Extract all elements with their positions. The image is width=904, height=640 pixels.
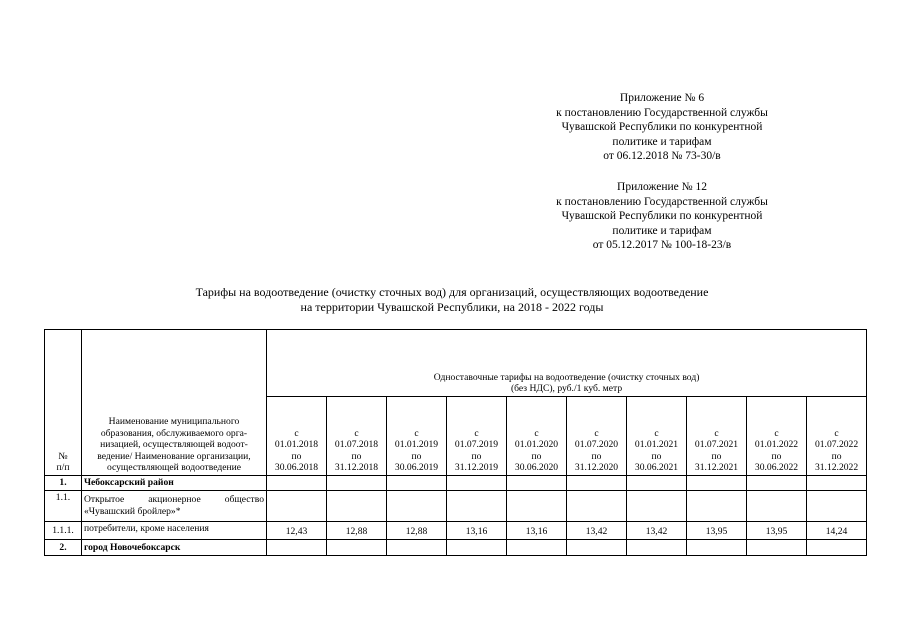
header-period-po: по <box>531 450 542 462</box>
header-period-po: по <box>351 450 362 462</box>
row-name-cell: Чебоксарский район <box>82 476 267 491</box>
tariff-value-cell <box>567 476 627 491</box>
header-period-to: 31.12.2018 <box>334 462 379 474</box>
header-period-to: 31.12.2021 <box>694 462 739 474</box>
header-period-po: по <box>471 450 482 462</box>
tariff-value-cell <box>747 491 807 522</box>
row-number-cell: 1.1.1. <box>45 522 82 540</box>
header-period-from: 01.01.2019 <box>394 439 439 451</box>
tariff-value-cell <box>267 540 327 556</box>
header-name-cell <box>82 330 267 476</box>
tariff-value-cell: 12,88 <box>387 522 447 540</box>
tariff-value-cell <box>387 540 447 556</box>
appendix-6-line: Чувашской Республики по конкурентной <box>561 121 763 134</box>
header-period-po: по <box>591 450 602 462</box>
header-period-cell <box>507 397 567 476</box>
row-name-cell: потребители, кроме населения <box>82 522 267 540</box>
tariff-value-cell: 13,42 <box>567 522 627 540</box>
header-period-cell <box>567 397 627 476</box>
header-period-cell <box>387 397 447 476</box>
header-period-from: 01.07.2022 <box>814 439 859 451</box>
header-period-from: 01.07.2018 <box>334 439 379 451</box>
header-period-cell <box>327 397 387 476</box>
header-period-to: 31.12.2019 <box>454 462 499 474</box>
header-period-c: с <box>534 427 539 439</box>
tariff-value-cell: 13,16 <box>507 522 567 540</box>
tariff-value-cell <box>267 476 327 491</box>
header-period-from: 01.01.2021 <box>634 439 679 451</box>
appendix-6-line: к постановлению Государственной службы <box>556 106 768 119</box>
row-name-cell: город Новочебоксарск <box>82 540 267 556</box>
row-number-cell: 1.1. <box>45 491 82 522</box>
tariff-value-cell <box>747 476 807 491</box>
appendix-12-block <box>512 180 812 253</box>
tariff-value-cell <box>627 540 687 556</box>
header-tariff-group-line-1: Одноставочные тарифы на водоотведение (очистку сточных вод) <box>433 371 700 383</box>
tariff-value-cell: 13,42 <box>627 522 687 540</box>
table-row <box>45 476 867 491</box>
header-period-c: с <box>714 427 719 439</box>
tariff-value-cell <box>807 491 867 522</box>
table-row <box>45 540 867 556</box>
header-period-to: 30.06.2018 <box>274 462 319 474</box>
tariff-value-cell <box>807 540 867 556</box>
tariff-value-cell <box>327 476 387 491</box>
header-period-cell <box>447 397 507 476</box>
tariff-value-cell: 12,88 <box>327 522 387 540</box>
header-period-po: по <box>411 450 422 462</box>
header-period-c: с <box>594 427 599 439</box>
tariff-value-cell <box>627 476 687 491</box>
tariff-value-cell <box>687 540 747 556</box>
header-period-to: 30.06.2019 <box>394 462 439 474</box>
header-number-label: № <box>58 450 68 462</box>
tariff-value-cell: 13,95 <box>747 522 807 540</box>
tariff-value-cell <box>447 540 507 556</box>
tariffs-table <box>44 329 867 556</box>
header-period-cell <box>267 397 327 476</box>
header-period-to: 31.12.2022 <box>814 462 859 474</box>
tariff-value-cell <box>507 540 567 556</box>
header-period-cell <box>687 397 747 476</box>
header-period-c: с <box>834 427 839 439</box>
header-period-from: 01.07.2019 <box>454 439 499 451</box>
tariff-value-cell <box>507 491 567 522</box>
appendix-12-line: политике и тарифам <box>612 224 712 237</box>
document-title <box>100 285 804 315</box>
header-name-label: Наименование муниципального образования, обслуживаемого орга-низацией, осуществляющей водоот-ведение/ Наименование организации, осуществляющей водоотведение <box>97 416 251 474</box>
appendix-6-line: от 06.12.2018 № 73-30/в <box>603 150 721 163</box>
header-period-from: 01.07.2021 <box>694 439 739 451</box>
appendix-6-line: политике и тарифам <box>612 135 712 148</box>
header-period-from: 01.01.2022 <box>754 439 799 451</box>
tariff-value-cell: 12,43 <box>267 522 327 540</box>
header-period-po: по <box>651 450 662 462</box>
header-period-from: 01.01.2018 <box>274 439 319 451</box>
header-period-from: 01.07.2020 <box>574 439 619 451</box>
tariff-value-cell <box>327 491 387 522</box>
tariff-value-cell <box>687 476 747 491</box>
appendix-12-line: от 05.12.2017 № 100-18-23/в <box>592 239 732 252</box>
tariff-value-cell <box>507 476 567 491</box>
tariff-value-cell <box>447 476 507 491</box>
table-row <box>45 522 867 540</box>
header-period-cell <box>747 397 807 476</box>
tariff-value-cell <box>447 491 507 522</box>
row-number-cell: 2. <box>45 540 82 556</box>
tariff-value-cell <box>807 476 867 491</box>
appendix-6-block <box>512 91 812 164</box>
header-number-cell <box>45 330 82 476</box>
header-period-to: 30.06.2022 <box>754 462 799 474</box>
tariff-value-cell <box>747 540 807 556</box>
header-period-c: с <box>774 427 779 439</box>
header-tariff-group-line-2: (без НДС), руб./1 куб. метр <box>510 383 623 395</box>
tariff-value-cell: 13,95 <box>687 522 747 540</box>
header-period-cell <box>807 397 867 476</box>
header-number-sublabel: п/п <box>56 462 70 474</box>
header-period-from: 01.01.2020 <box>514 439 559 451</box>
document-title-line-1: Тарифы на водоотведение (очистку сточных вод) для организаций, осуществляющих водоотведение <box>195 285 709 299</box>
tariff-value-cell <box>387 491 447 522</box>
header-period-c: с <box>654 427 659 439</box>
header-period-c: с <box>354 427 359 439</box>
document-title-line-2: на территории Чувашской Республики, на 2018 - 2022 годы <box>300 300 604 314</box>
header-period-cell <box>627 397 687 476</box>
tariff-value-cell: 13,16 <box>447 522 507 540</box>
header-period-c: с <box>294 427 299 439</box>
tariff-value-cell <box>627 491 687 522</box>
row-name-cell: Открытое акционерное общество «Чувашский бройлер»* <box>82 491 267 522</box>
header-period-po: по <box>291 450 302 462</box>
appendix-12-line: к постановлению Государственной службы <box>556 195 768 208</box>
header-period-to: 31.12.2020 <box>574 462 619 474</box>
row-number-cell: 1. <box>45 476 82 491</box>
tariff-value-cell: 14,24 <box>807 522 867 540</box>
tariff-value-cell <box>687 491 747 522</box>
header-period-c: с <box>474 427 479 439</box>
header-period-po: по <box>771 450 782 462</box>
header-period-c: с <box>414 427 419 439</box>
tariff-value-cell <box>387 476 447 491</box>
header-period-po: по <box>831 450 842 462</box>
table-row <box>45 491 867 522</box>
tariff-value-cell <box>567 491 627 522</box>
tariff-value-cell <box>267 491 327 522</box>
appendix-12-line: Чувашской Республики по конкурентной <box>561 210 763 223</box>
tariff-value-cell <box>327 540 387 556</box>
header-period-po: по <box>711 450 722 462</box>
header-period-to: 30.06.2020 <box>514 462 559 474</box>
appendix-12-line: Приложение № 12 <box>617 181 707 193</box>
appendix-6-line: Приложение № 6 <box>619 92 705 104</box>
header-period-to: 30.06.2021 <box>634 462 679 474</box>
header-tariff-group-cell <box>267 330 867 397</box>
tariff-value-cell <box>567 540 627 556</box>
